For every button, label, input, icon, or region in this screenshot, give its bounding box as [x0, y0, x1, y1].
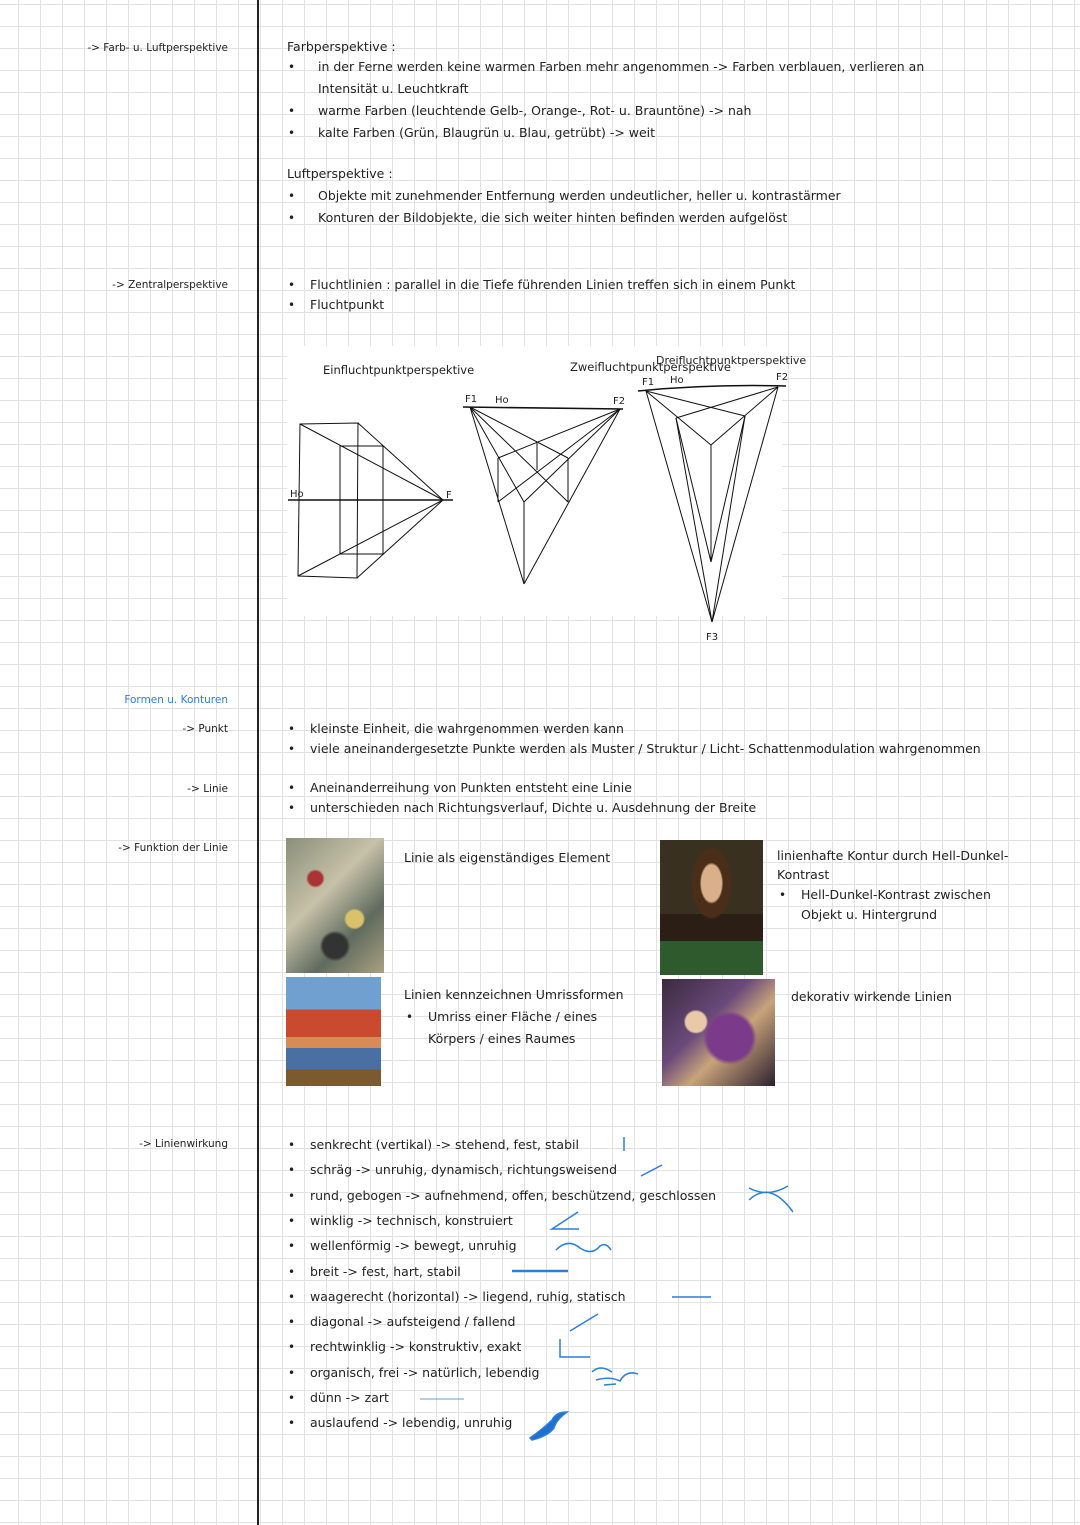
bullet: •: [288, 801, 296, 815]
bullet: •: [288, 742, 296, 756]
section-wirkung: -> Linienwirkung: [139, 1138, 228, 1150]
linie-item: Aneinanderreihung von Punkten entsteht eine Linie: [310, 780, 632, 795]
funktion-d: dekorativ wirkende Linien: [791, 989, 952, 1004]
luft-item: Objekte mit zunehmender Entfernung werden undeutlicher, heller u. kontrastärmer: [318, 188, 841, 203]
funktion-b3: Hell-Dunkel-Kontrast zwischen: [801, 887, 991, 902]
linienwirkung-item: rechtwinklig -> konstruktiv, exakt: [310, 1339, 522, 1355]
farb-item: kalte Farben (Grün, Blaugrün u. Blau, getrübt) -> weit: [318, 125, 656, 140]
funktion-c3: Körpers / eines Raumes: [428, 1031, 576, 1046]
bullet: •: [288, 1264, 296, 1279]
section-linie: -> Linie: [187, 783, 228, 795]
line-angled-sample: [552, 1212, 579, 1229]
bullet: •: [288, 298, 296, 312]
linienwirkung-item: rund, gebogen -> aufnehmend, offen, beschützend, geschlossen: [310, 1187, 717, 1203]
farb-item: in der Ferne werden keine warmen Farben mehr angenommen -> Farben verblauen, verlieren an: [318, 59, 925, 74]
farb-item: Intensität u. Leuchtkraft: [318, 81, 469, 96]
bullet: •: [288, 278, 296, 292]
bullet: •: [288, 211, 296, 225]
svg-text:F1: F1: [642, 377, 655, 388]
bullet: •: [288, 1289, 296, 1304]
bullet: •: [406, 1010, 414, 1024]
bullet: •: [288, 781, 296, 795]
line-rightangle-sample: [560, 1339, 590, 1357]
linienwirkung-item: diagonal -> aufsteigend / fallend: [310, 1314, 516, 1330]
line-curved-sample: [749, 1186, 793, 1212]
bullet: •: [288, 1239, 296, 1254]
linienwirkung-item: organisch, frei -> natürlich, lebendig: [310, 1364, 540, 1380]
bullet: •: [288, 1365, 296, 1380]
linienwirkung-item: breit -> fest, hart, stabil: [310, 1263, 461, 1279]
linienwirkung-item: waagerecht (horizontal) -> liegend, ruhig, statisch: [310, 1288, 626, 1304]
linienwirkung-item: dünn -> zart: [310, 1390, 389, 1405]
luft-title: Luftperspektive :: [287, 166, 393, 181]
drei-title: Dreifluchtpunktperspektive: [656, 354, 807, 367]
zentral-item: Fluchtlinien : parallel in die Tiefe führenden Linien treffen sich in einem Punkt: [310, 277, 796, 292]
bullet: •: [288, 1213, 296, 1228]
section-zentral: -> Zentralperspektive: [112, 279, 228, 291]
svg-text:Ho: Ho: [495, 395, 509, 406]
punkt-item: kleinste Einheit, die wahrgenommen werden kann: [310, 721, 624, 736]
svg-text:F2: F2: [776, 372, 789, 383]
svg-text:F3: F3: [706, 632, 719, 643]
linienwirkung-item: schräg -> unruhig, dynamisch, richtungsweisend: [310, 1162, 618, 1178]
line-diagonal-sample: [570, 1314, 598, 1331]
bullet: •: [288, 1188, 296, 1203]
funktion-b1: linienhafte Kontur durch Hell-Dunkel-: [777, 848, 1009, 863]
linienwirkung-item: wellenförmig -> bewegt, unruhig: [310, 1238, 517, 1254]
funktion-b4: Objekt u. Hintergrund: [801, 907, 938, 922]
farb-title: Farbperspektive :: [287, 39, 396, 54]
funktion-c2: Umriss einer Fläche / eines: [428, 1009, 598, 1024]
section-punkt: -> Punkt: [182, 723, 228, 735]
svg-text:Ho: Ho: [290, 489, 304, 500]
bullet: •: [288, 1315, 296, 1330]
zwei-title: Zweifluchtpunktperspektive: [570, 360, 731, 374]
farb-item: warme Farben (leuchtende Gelb-, Orange-, Rot- u. Brauntöne) -> nah: [318, 103, 752, 118]
svg-text:F2: F2: [613, 396, 626, 407]
section-funktion: -> Funktion der Linie: [118, 842, 228, 854]
line-organic-sample: [592, 1368, 638, 1385]
bullet: •: [288, 722, 296, 736]
linienwirkung-item: winklig -> technisch, konstruiert: [310, 1212, 513, 1228]
luft-item: Konturen der Bildobjekte, die sich weiter hinten befinden werden aufgelöst: [318, 210, 788, 225]
line-oblique-sample: [641, 1165, 662, 1176]
bullet: •: [288, 189, 296, 203]
bullet: •: [288, 1340, 296, 1355]
funktion-b2: Kontrast: [777, 867, 830, 882]
svg-text:F1: F1: [465, 394, 478, 405]
linienwirkung-item: senkrecht (vertikal) -> stehend, fest, stabil: [310, 1137, 579, 1152]
bullet: •: [288, 60, 296, 74]
section-formen: Formen u. Konturen: [124, 694, 228, 706]
bullet: •: [288, 126, 296, 140]
bullet: •: [288, 1163, 296, 1178]
linie-item: unterschieden nach Richtungsverlauf, Dichte u. Ausdehnung der Breite: [310, 800, 757, 815]
zentral-item: Fluchtpunkt: [310, 297, 385, 312]
funktion-a: Linie als eigenständiges Element: [404, 850, 611, 865]
bullet: •: [288, 1416, 296, 1431]
bullet: •: [779, 888, 787, 902]
bullet: •: [288, 1391, 296, 1405]
ein-title: Einfluchtpunktperspektive: [323, 363, 475, 377]
punkt-item: viele aneinandergesetzte Punkte werden als Muster / Struktur / Licht- Schattenmodulation wahrgenommen: [310, 741, 981, 756]
bullet: •: [288, 104, 296, 118]
linienwirkung-item: auslaufend -> lebendig, unruhig: [310, 1415, 513, 1431]
funktion-c1: Linien kennzeichnen Umrissformen: [404, 987, 624, 1002]
bullet: •: [288, 1138, 296, 1152]
svg-text:F: F: [446, 490, 452, 501]
svg-text:Ho: Ho: [670, 375, 684, 386]
section-farb-luft: -> Farb- u. Luftperspektive: [87, 42, 228, 54]
line-tapered-sample: [530, 1412, 567, 1440]
line-wavy-sample: [556, 1243, 611, 1251]
